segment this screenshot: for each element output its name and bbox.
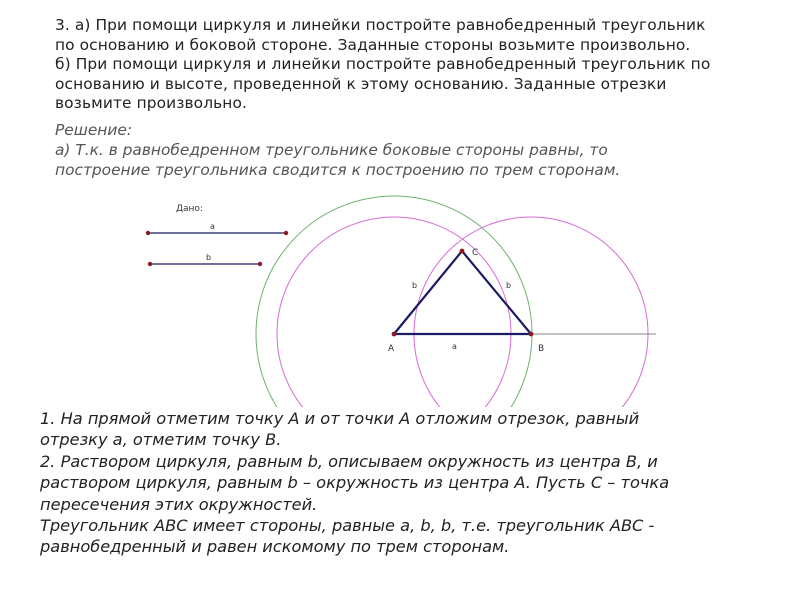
point-a: [392, 332, 397, 337]
step-line: Треугольник ABC имеет стороны, равные a, b, b, т.е. треугольник ABC -: [40, 516, 655, 536]
point-c-label: C: [472, 248, 479, 258]
solution-heading: Решение:: [55, 121, 133, 139]
construction-steps: [40, 408, 790, 558]
task-line: основанию и высоте, проведенной к этому основанию. Заданные отрезки: [55, 74, 667, 93]
given-segment-b-label: b: [206, 253, 212, 262]
side-ac-label: b: [412, 281, 418, 290]
given-label: Дано:: [176, 204, 203, 214]
side-bc: [462, 251, 531, 334]
step-line: раствором циркуля, равным b – окружность из центра A. Пусть C – точка: [40, 473, 670, 493]
circle-center-a-radius-a: [256, 196, 532, 407]
side-ab-label: a: [452, 342, 457, 351]
task-line: б) При помощи циркуля и линейки постройте равнобедренный треугольник по: [55, 55, 711, 74]
step-line: 2. Раствором циркуля, равным b, описываем окружность из центра B, и: [40, 451, 658, 471]
given-segment-a-start-point: [146, 231, 150, 235]
step-line: пересечения этих окружностей.: [40, 494, 318, 514]
step-line: отрезку a, отметим точку B.: [40, 430, 282, 450]
solution-block: [55, 120, 795, 180]
task-line: 3. а) При помощи циркуля и линейки постройте равнобедренный треугольник: [55, 16, 706, 34]
task-statement: [55, 16, 795, 114]
given-segment-a-end-point: [284, 231, 288, 235]
side-ac: [394, 251, 462, 334]
task-line: возьмите произвольно.: [55, 94, 247, 113]
point-b-label: B: [538, 344, 545, 354]
step-line: 1. На прямой отметим точку A и от точки A отложим отрезок, равный: [40, 409, 640, 428]
circle-center-a-radius-b: [277, 217, 511, 407]
side-bc-label: b: [506, 281, 512, 290]
point-b: [529, 332, 534, 337]
given-segment-a-label: a: [210, 222, 215, 231]
task-line: по основанию и боковой стороне. Заданные стороны возьмите произвольно.: [55, 35, 691, 54]
point-c: [460, 249, 465, 254]
point-a-label: A: [388, 344, 395, 354]
solution-line: а) Т.к. в равнобедренном треугольнике боковые стороны равны, то: [55, 141, 608, 159]
given-segment-b-start-point: [148, 262, 152, 266]
circle-center-b-radius-b: [414, 217, 648, 407]
construction-svg: [140, 195, 660, 407]
step-line: равнобедренный и равен искомому по трем сторонам.: [40, 537, 510, 557]
solution-line: построение треугольника сводится к построению по трем сторонам.: [55, 161, 621, 179]
given-segment-b-end-point: [258, 262, 262, 266]
construction-figure: [140, 195, 660, 407]
